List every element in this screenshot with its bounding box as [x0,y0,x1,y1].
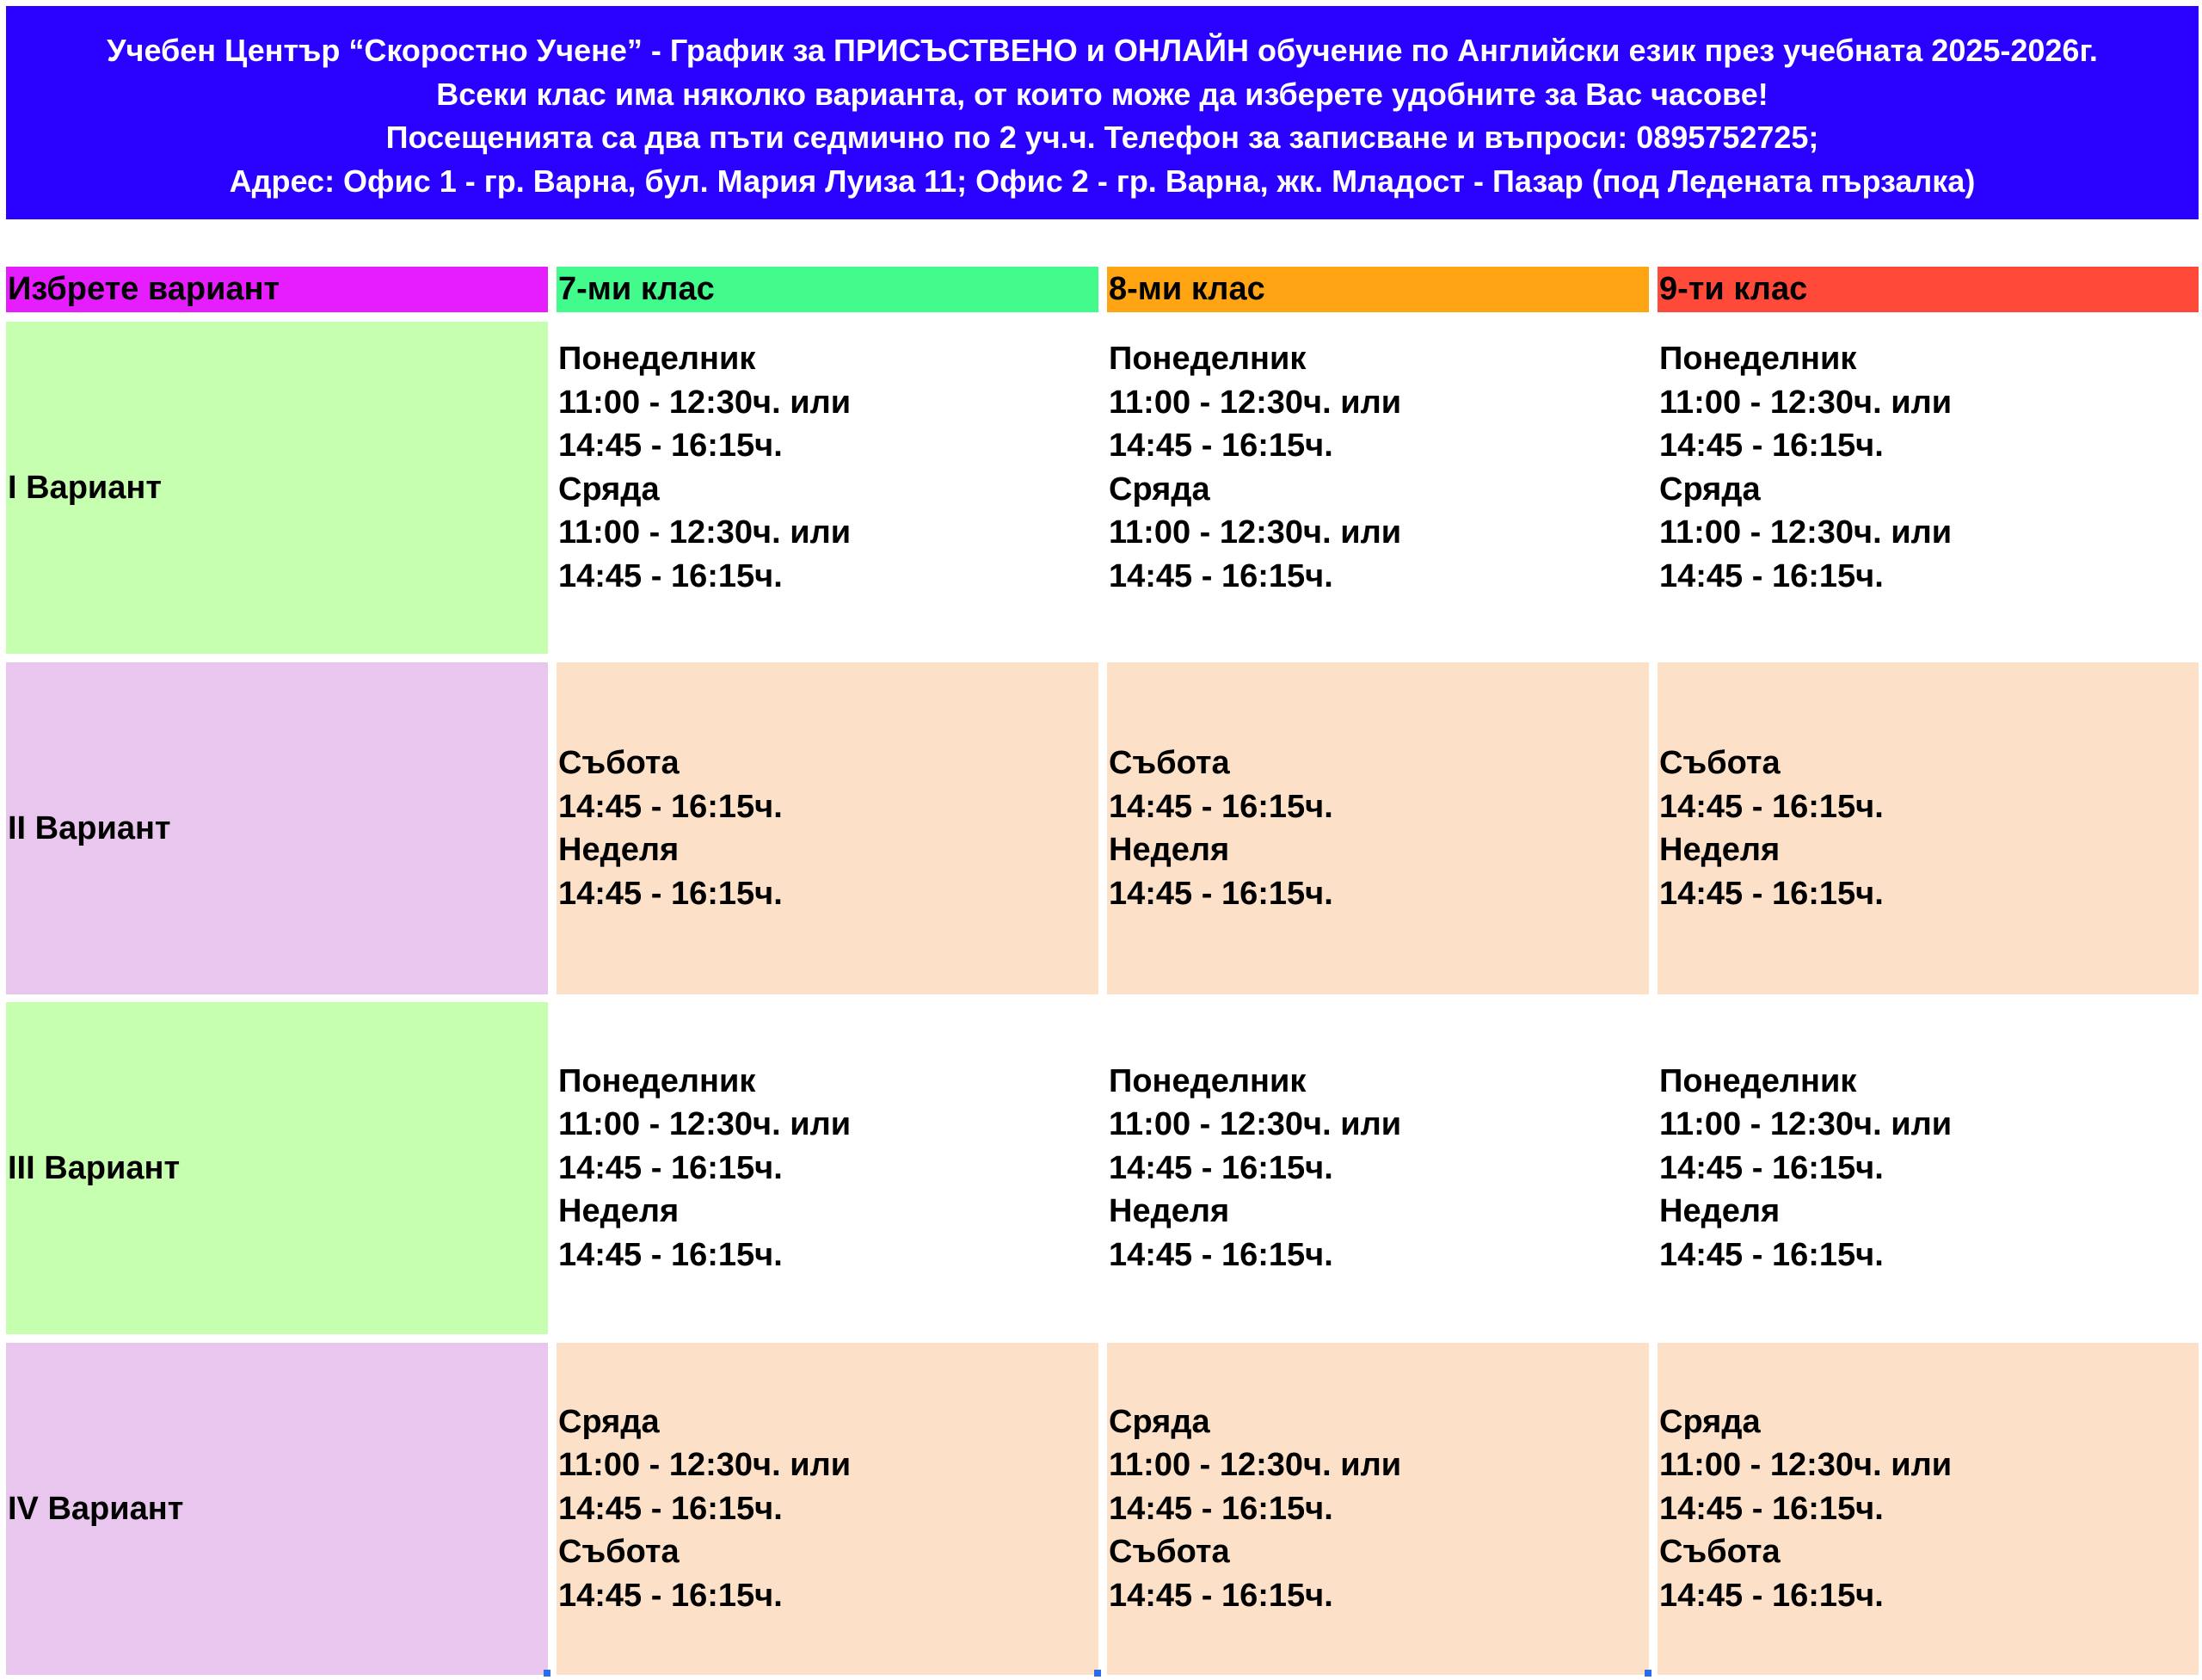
schedule-cell [557,662,1098,994]
schedule-cell [557,1002,1098,1334]
schedule-line: Събота [1109,1534,1230,1571]
schedule-line: 11:00 - 12:30ч. или [558,1106,852,1143]
schedule-line: 14:45 - 16:15ч. [1109,1577,1333,1614]
header-grade-9: 9-ти клас [1658,267,2199,312]
schedule-line: Неделя [1659,1193,1781,1230]
schedule-line: Понеделник [1659,1062,1857,1099]
selection-handle[interactable] [1645,1670,1652,1677]
schedule-line: 14:45 - 16:15ч. [1109,1149,1333,1186]
schedule-cell [557,1343,1098,1675]
schedule-line: 14:45 - 16:15ч. [558,875,783,912]
schedule-line: 11:00 - 12:30ч. или [558,1447,852,1484]
schedule-line: Събота [558,1534,680,1571]
schedule-line: 14:45 - 16:15ч. [558,1149,783,1186]
schedule-line: Понеделник [1659,341,1857,377]
schedule-line: 14:45 - 16:15ч. [558,428,783,464]
schedule-line: 11:00 - 12:30ч. или [1659,384,1953,421]
schedule-line: 14:45 - 16:15ч. [1659,1236,1884,1273]
schedule-line: 14:45 - 16:15ч. [1659,788,1884,825]
schedule-line: Неделя [1109,832,1230,868]
schedule-line: 14:45 - 16:15ч. [558,788,783,825]
schedule-line: Понеделник [558,341,756,377]
schedule-cell [1107,1002,1649,1334]
schedule-cell [1658,322,2199,654]
variant-label: II Вариант [6,662,548,994]
schedule-line: 14:45 - 16:15ч. [1109,875,1333,912]
schedule-line: Неделя [1109,1193,1230,1230]
schedule-line: 14:45 - 16:15ч. [558,1490,783,1527]
schedule-line: Сряда [1109,471,1210,508]
schedule-line: 11:00 - 12:30ч. или [1659,1447,1953,1484]
schedule-line: Събота [1109,745,1230,781]
schedule-line: 11:00 - 12:30ч. или [1109,384,1402,421]
schedule-line: Неделя [558,832,680,868]
header-choose-variant: Избрете вариант [6,267,548,312]
schedule-line: Сряда [558,1403,660,1440]
schedule-line: 14:45 - 16:15ч. [1659,557,1884,594]
schedule-line: Сряда [558,471,660,508]
banner-contact: Посещенията са два пъти седмично по 2 уч.ч. Телефон за записване и въпроси: 0895752725; [385,120,1819,155]
schedule-line: 14:45 - 16:15ч. [558,557,783,594]
variant-label: IV Вариант [6,1343,548,1675]
schedule-line: 14:45 - 16:15ч. [1659,1577,1884,1614]
schedule-cell [1107,322,1649,654]
schedule-line: 14:45 - 16:15ч. [1659,875,1884,912]
schedule-line: 14:45 - 16:15ч. [1659,1149,1884,1186]
schedule-line: Сряда [1659,1403,1761,1440]
schedule-line: 14:45 - 16:15ч. [1109,1490,1333,1527]
schedule-line: 11:00 - 12:30ч. или [1109,514,1402,551]
banner-address: Адрес: Офис 1 - гр. Варна, бул. Мария Луиза 11; Офис 2 - гр. Варна, жк. Младост - Пазар (под Ледената пързалка) [229,163,1976,199]
schedule-line: Събота [1659,1534,1781,1571]
schedule-line: 11:00 - 12:30ч. или [1659,1106,1953,1143]
schedule-line: 14:45 - 16:15ч. [1109,788,1333,825]
variant-label: III Вариант [6,1002,548,1334]
schedule-line: Събота [558,745,680,781]
variant-label: I Вариант [6,322,548,654]
schedule-cell [1658,662,2199,994]
schedule-line: Събота [1659,745,1781,781]
schedule-line: 11:00 - 12:30ч. или [1109,1106,1402,1143]
schedule-line: 14:45 - 16:15ч. [558,1577,783,1614]
title-banner [6,6,2199,219]
schedule-cell [1107,662,1649,994]
schedule-cell [1658,1343,2199,1675]
schedule-line: Сряда [1659,471,1761,508]
schedule-line: 11:00 - 12:30ч. или [558,514,852,551]
schedule-cell [1107,1343,1649,1675]
schedule-line: Понеделник [1109,341,1307,377]
schedule-line: 11:00 - 12:30ч. или [1109,1447,1402,1484]
schedule-line: 14:45 - 16:15ч. [1659,428,1884,464]
banner-subtitle: Всеки клас има няколко варианта, от които може да изберете удобните за Вас часове! [436,76,1768,112]
selection-handle[interactable] [544,1670,550,1677]
selection-handle[interactable] [1094,1670,1101,1677]
schedule-line: Понеделник [558,1062,756,1099]
schedule-line: 11:00 - 12:30ч. или [558,384,852,421]
schedule-line: Неделя [1659,832,1781,868]
schedule-cell [557,322,1098,654]
header-grade-8: 8-ми клас [1107,267,1649,312]
schedule-line: Неделя [558,1193,680,1230]
schedule-line: 14:45 - 16:15ч. [558,1236,783,1273]
header-grade-7: 7-ми клас [557,267,1098,312]
schedule-line: 14:45 - 16:15ч. [1109,557,1333,594]
schedule-line: 14:45 - 16:15ч. [1109,1236,1333,1273]
banner-title: Учебен Център “Скоростно Учене” - График за ПРИСЪСТВЕНО и ОНЛАЙН обучение по Английски език през учебната 2025-2026г. [107,33,2098,68]
schedule-cell [1658,1002,2199,1334]
schedule-line: 11:00 - 12:30ч. или [1659,514,1953,551]
schedule-line: 14:45 - 16:15ч. [1659,1490,1884,1527]
schedule-line: Понеделник [1109,1062,1307,1099]
schedule-line: Сряда [1109,1403,1210,1440]
schedule-line: 14:45 - 16:15ч. [1109,428,1333,464]
